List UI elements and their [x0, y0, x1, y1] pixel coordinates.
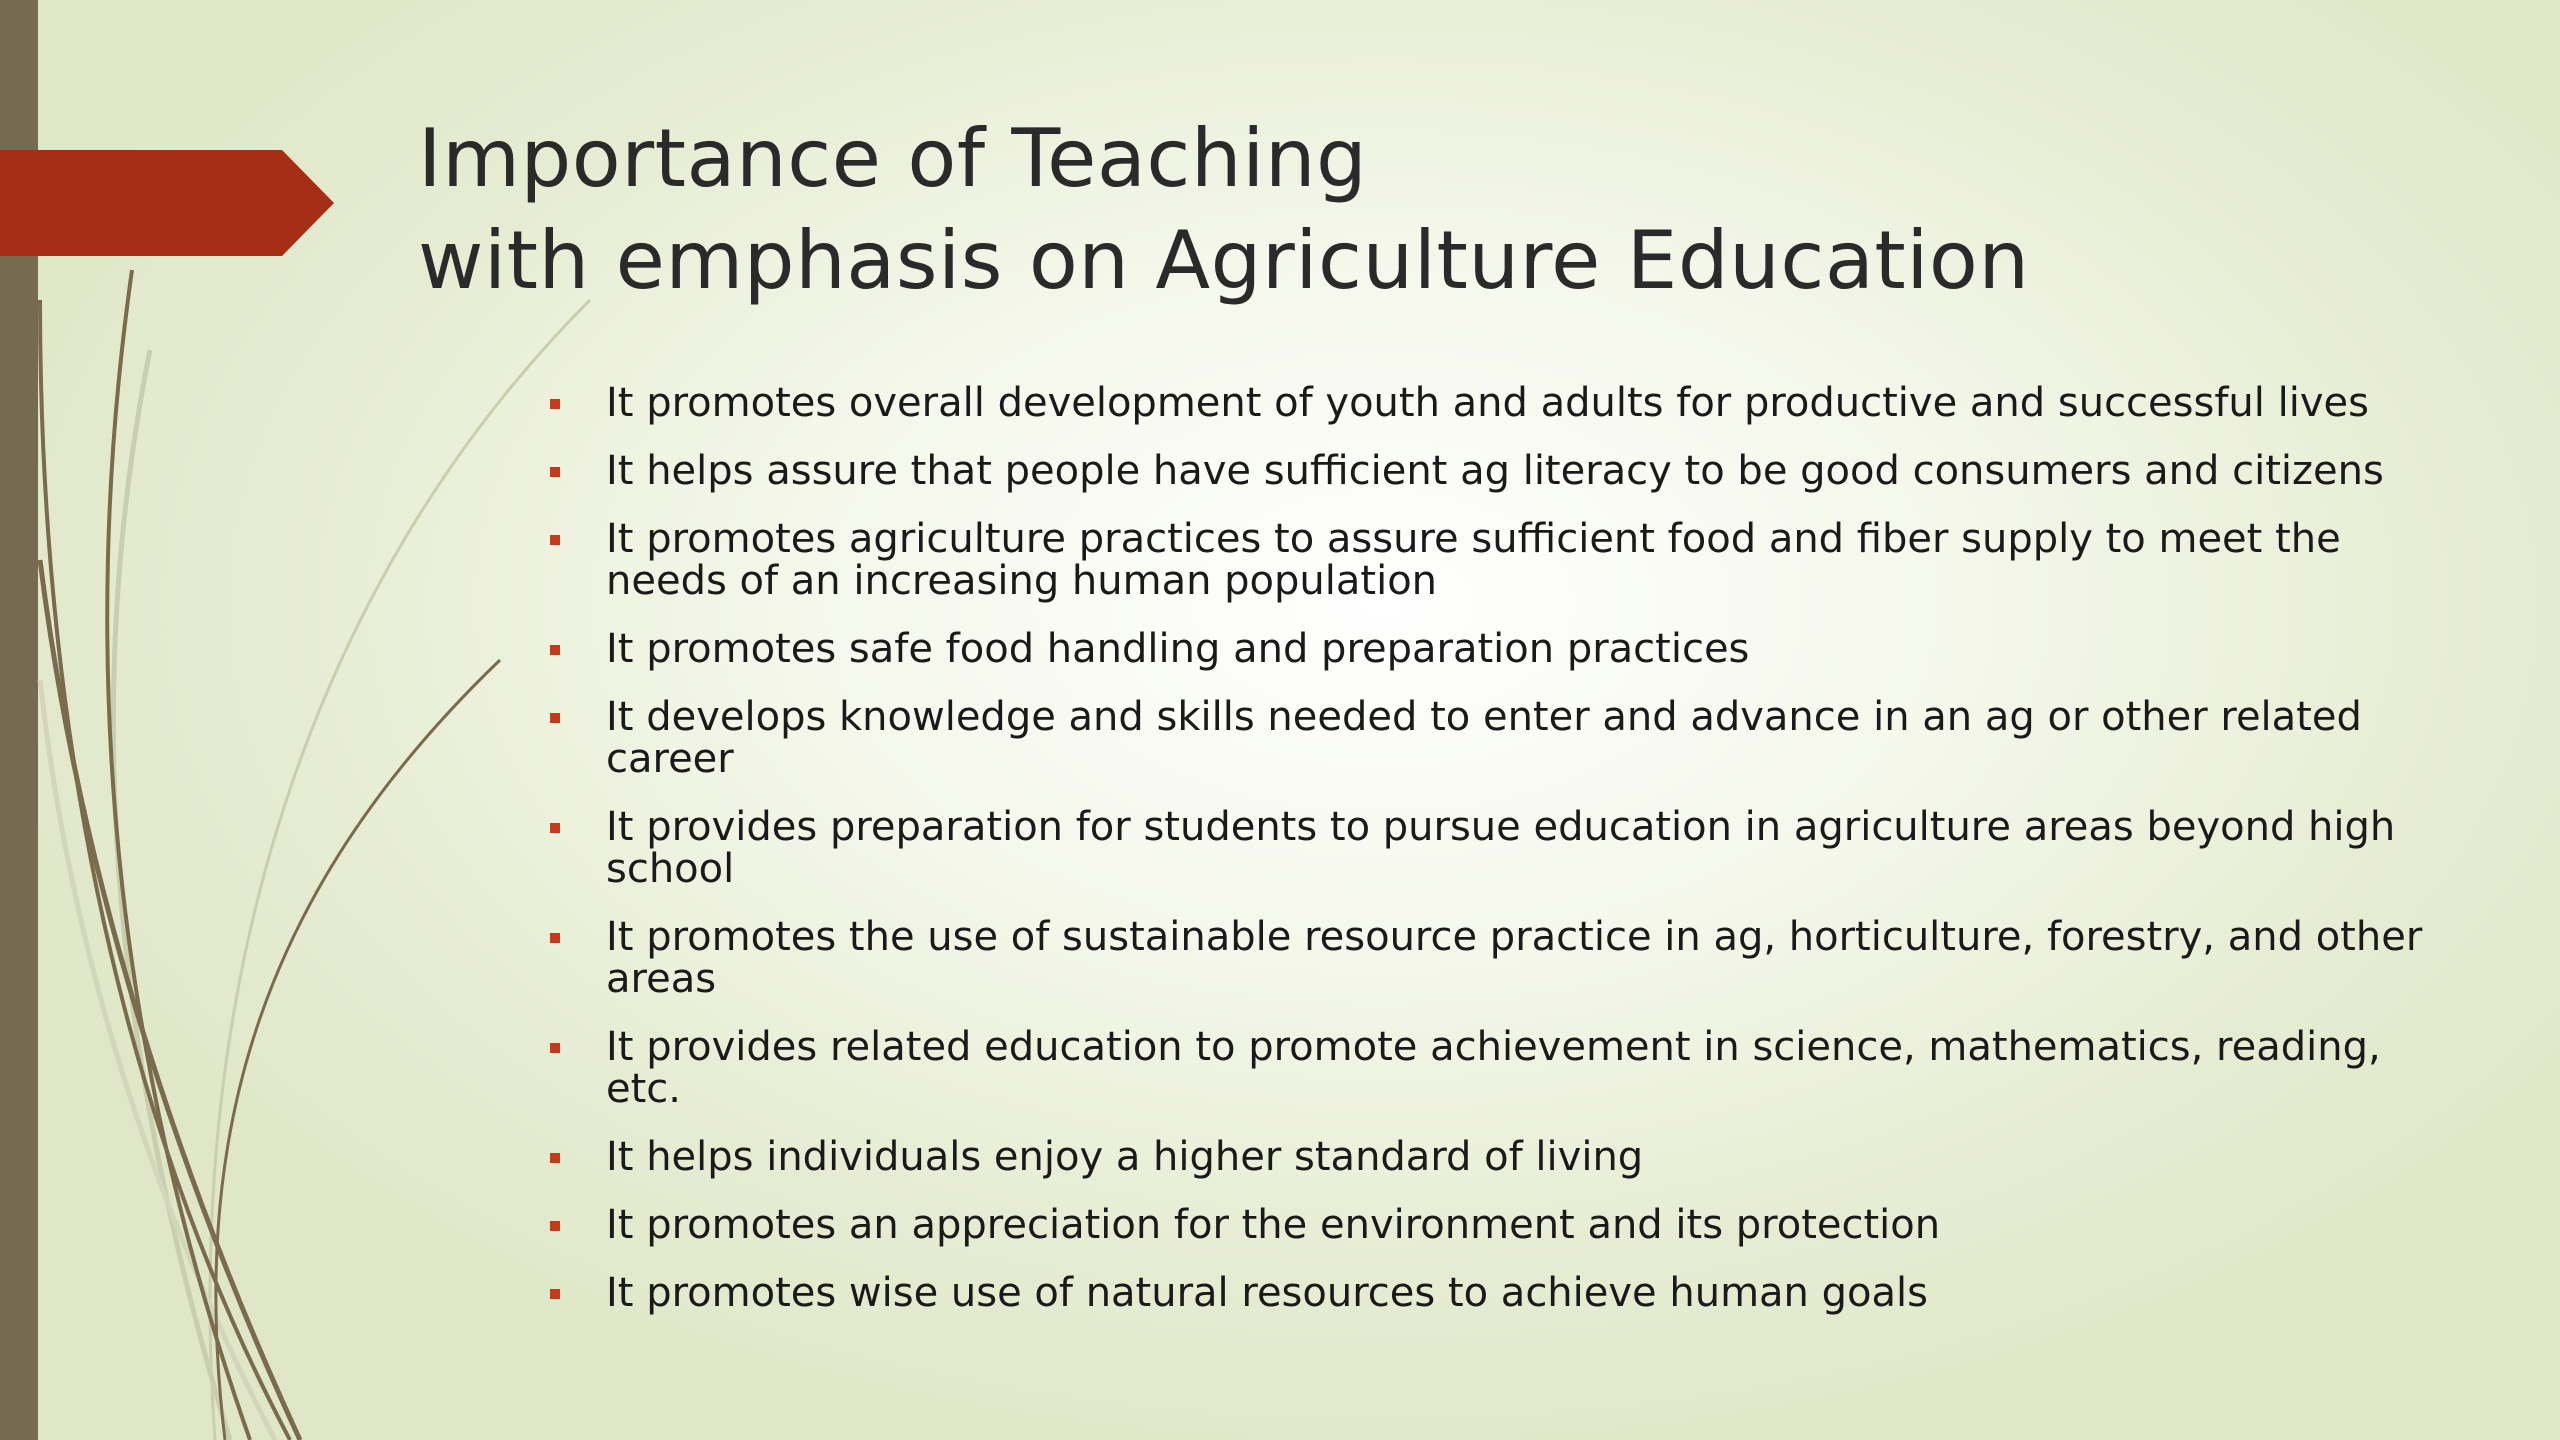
bullet-item — [548, 806, 2468, 890]
bullet-text: It promotes wise use of natural resources to achieve human goals — [606, 1270, 1928, 1316]
bullet-square-icon — [550, 645, 560, 655]
title-accent-arrow — [0, 150, 334, 256]
bullet-square-icon — [550, 933, 560, 943]
bullet-item — [548, 382, 2468, 424]
stem-light-1 — [210, 300, 590, 1440]
bullet-item — [548, 1026, 2468, 1110]
bullet-square-icon — [550, 1289, 560, 1299]
stem-dark-2 — [216, 660, 500, 1440]
bullet-square-icon — [550, 399, 560, 409]
bullet-item — [548, 450, 2468, 492]
stem-dark-4 — [40, 300, 290, 1440]
stem-dark-1 — [107, 270, 250, 1440]
slide-title — [418, 108, 2418, 312]
bullet-item — [548, 628, 2468, 670]
bullet-item — [548, 1272, 2468, 1314]
stem-dark-3 — [40, 560, 300, 1440]
bullet-text: It provides related education to promote achievement in science, mathematics, reading, etc. — [606, 1024, 2381, 1112]
bullet-square-icon — [550, 1221, 560, 1231]
bullet-item — [548, 518, 2468, 602]
bullet-item — [548, 1136, 2468, 1178]
bullet-item — [548, 1204, 2468, 1246]
bullet-text: It promotes overall development of youth and adults for productive and successful lives — [606, 380, 2369, 426]
bullet-text: It provides preparation for students to pursue education in agriculture areas beyond high school — [606, 804, 2396, 892]
stem-light-3 — [40, 680, 275, 1440]
bullet-item — [548, 696, 2468, 780]
bullet-square-icon — [550, 467, 560, 477]
bullet-item — [548, 916, 2468, 1000]
bullet-list — [548, 382, 2468, 1340]
bullet-text: It promotes safe food handling and preparation practices — [606, 626, 1750, 672]
slide-title-line-2: with emphasis on Agriculture Education — [418, 214, 2030, 307]
bullet-text: It promotes the use of sustainable resource practice in ag, horticulture, forestry, and other areas — [606, 914, 2423, 1002]
slide-title-line-1: Importance of Teaching — [418, 112, 1368, 205]
bullet-text: It promotes an appreciation for the environment and its protection — [606, 1202, 1941, 1248]
bullet-square-icon — [550, 823, 560, 833]
bullet-text: It helps assure that people have sufficient ag literacy to be good consumers and citizens — [606, 448, 2384, 494]
bullet-square-icon — [550, 713, 560, 723]
bullet-text: It helps individuals enjoy a higher standard of living — [606, 1134, 1644, 1180]
bullet-square-icon — [550, 1153, 560, 1163]
bullet-square-icon — [550, 1043, 560, 1053]
bullet-square-icon — [550, 535, 560, 545]
bullet-text: It promotes agriculture practices to assure sufficient food and fiber supply to meet the needs of an increasing human population — [606, 516, 2341, 604]
bullet-text: It develops knowledge and skills needed to enter and advance in an ag or other related career — [606, 694, 2362, 782]
